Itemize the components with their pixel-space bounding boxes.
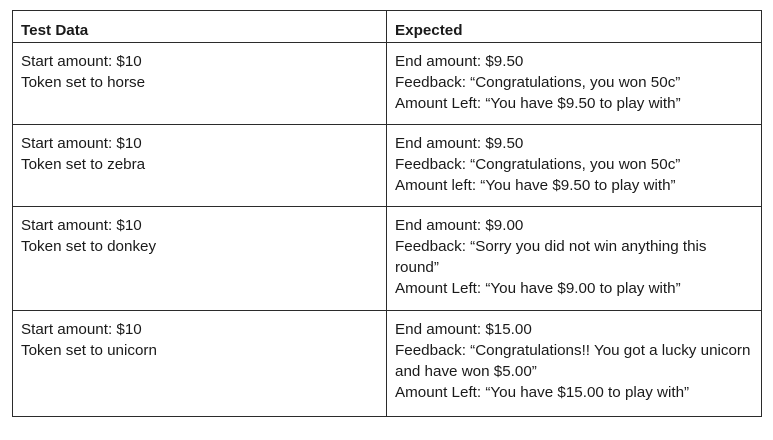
end-amount-text: End amount: $9.50 xyxy=(395,53,524,70)
start-amount-text: Start amount: $10 xyxy=(21,217,142,234)
expected-cell xyxy=(387,43,762,125)
end-amount-text: End amount: $15.00 xyxy=(395,321,532,338)
header-expected: Expected xyxy=(387,11,762,43)
test-data-cell xyxy=(13,311,387,417)
expected-cell xyxy=(387,207,762,311)
token-text: Token set to horse xyxy=(21,74,146,91)
end-amount-text: End amount: $9.50 xyxy=(395,135,524,152)
amount-left-text: Amount Left: “You have $15.00 to play with” xyxy=(395,384,690,401)
table-row xyxy=(13,311,762,417)
test-plan-table xyxy=(12,10,762,417)
table-row xyxy=(13,207,762,311)
test-data-cell xyxy=(13,43,387,125)
expected-cell xyxy=(387,125,762,207)
test-data-cell xyxy=(13,125,387,207)
start-amount-text: Start amount: $10 xyxy=(21,135,142,152)
header-test-data: Test Data xyxy=(13,11,387,43)
table-header-row xyxy=(13,11,762,43)
table-row xyxy=(13,125,762,207)
amount-left-text: Amount Left: “You have $9.00 to play with” xyxy=(395,280,681,297)
token-text: Token set to unicorn xyxy=(21,342,157,359)
feedback-text: Feedback: “Congratulations, you won 50c” xyxy=(395,156,681,173)
test-data-cell xyxy=(13,207,387,311)
feedback-text: Feedback: “Congratulations!! You got a lucky unicorn and have won $5.00” xyxy=(395,342,751,380)
feedback-text: Feedback: “Sorry you did not win anything this round” xyxy=(395,238,707,276)
amount-left-text: Amount Left: “You have $9.50 to play with” xyxy=(395,95,681,112)
table-row xyxy=(13,43,762,125)
token-text: Token set to zebra xyxy=(21,156,146,173)
token-text: Token set to donkey xyxy=(21,238,157,255)
end-amount-text: End amount: $9.00 xyxy=(395,217,524,234)
amount-left-text: Amount left: “You have $9.50 to play with” xyxy=(395,177,676,194)
start-amount-text: Start amount: $10 xyxy=(21,53,142,70)
start-amount-text: Start amount: $10 xyxy=(21,321,142,338)
feedback-text: Feedback: “Congratulations, you won 50c” xyxy=(395,74,681,91)
expected-cell xyxy=(387,311,762,417)
